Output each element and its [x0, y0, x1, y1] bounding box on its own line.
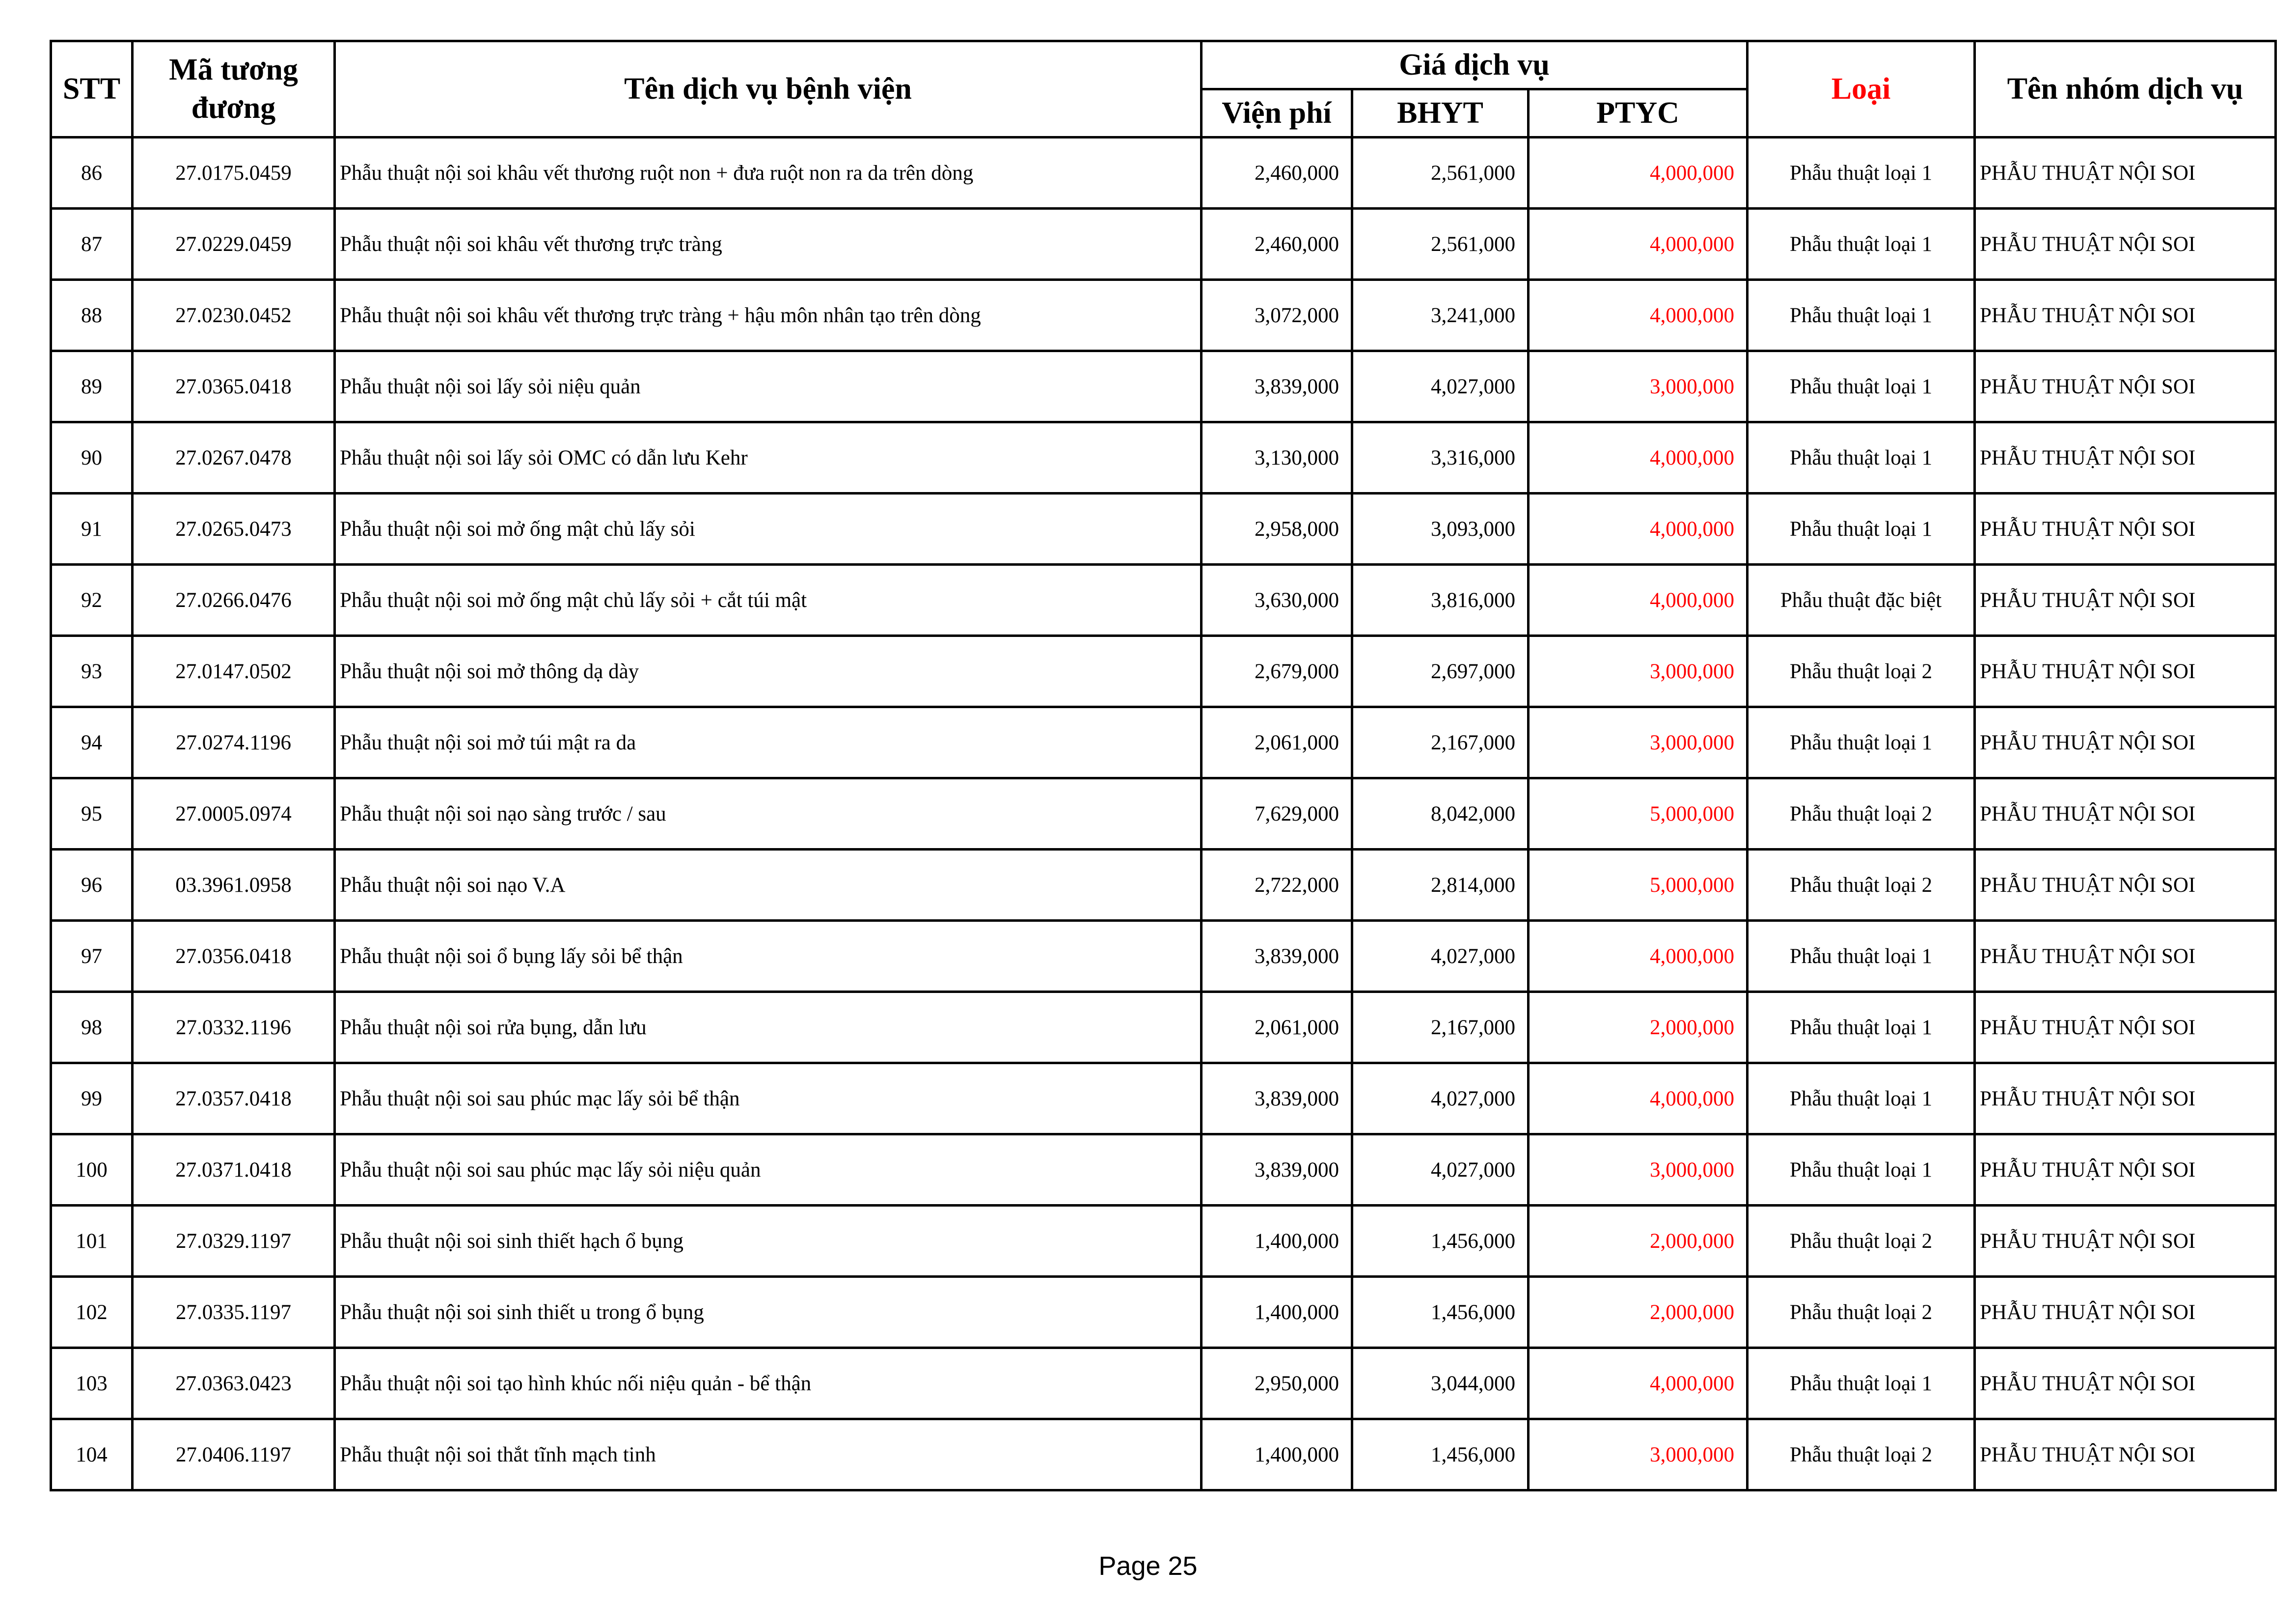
cell-ptyc: 4,000,000 — [1529, 1063, 1748, 1134]
cell-code: 27.0332.1196 — [133, 992, 335, 1063]
cell-ptyc: 4,000,000 — [1529, 1348, 1748, 1419]
cell-stt: 91 — [51, 494, 133, 565]
cell-service-name: Phẫu thuật nội soi mở túi mật ra da — [335, 707, 1202, 778]
header-stt: STT — [51, 41, 133, 138]
cell-service-name: Phẫu thuật nội soi sau phúc mạc lấy sỏi niệu quản — [335, 1134, 1202, 1206]
cell-nhom: PHẪU THUẬT NỘI SOI — [1975, 707, 2276, 778]
cell-bhyt: 2,167,000 — [1352, 707, 1529, 778]
cell-code: 27.0266.0476 — [133, 565, 335, 636]
cell-nhom: PHẪU THUẬT NỘI SOI — [1975, 565, 2276, 636]
cell-stt: 101 — [51, 1206, 133, 1277]
cell-ptyc: 4,000,000 — [1529, 494, 1748, 565]
cell-loai: Phẫu thuật loại 2 — [1748, 1419, 1975, 1490]
table-body — [51, 138, 2276, 1490]
cell-service-name: Phẫu thuật nội soi lấy sỏi OMC có dẫn lưu Kehr — [335, 422, 1202, 494]
cell-loai: Phẫu thuật loại 2 — [1748, 1206, 1975, 1277]
cell-loai: Phẫu thuật loại 1 — [1748, 1348, 1975, 1419]
cell-bhyt: 2,167,000 — [1352, 992, 1529, 1063]
table-row — [51, 1134, 2276, 1206]
table-row — [51, 850, 2276, 921]
cell-stt: 104 — [51, 1419, 133, 1490]
cell-code: 27.0274.1196 — [133, 707, 335, 778]
cell-nhom: PHẪU THUẬT NỘI SOI — [1975, 921, 2276, 992]
cell-stt: 95 — [51, 778, 133, 850]
cell-nhom: PHẪU THUẬT NỘI SOI — [1975, 422, 2276, 494]
table-row — [51, 351, 2276, 422]
cell-bhyt: 2,697,000 — [1352, 636, 1529, 707]
cell-nhom: PHẪU THUẬT NỘI SOI — [1975, 1063, 2276, 1134]
cell-stt: 92 — [51, 565, 133, 636]
cell-vien-phi: 3,839,000 — [1202, 351, 1352, 422]
cell-bhyt: 1,456,000 — [1352, 1277, 1529, 1348]
cell-code: 27.0005.0974 — [133, 778, 335, 850]
cell-nhom: PHẪU THUẬT NỘI SOI — [1975, 1134, 2276, 1206]
cell-nhom: PHẪU THUẬT NỘI SOI — [1975, 1206, 2276, 1277]
cell-code: 03.3961.0958 — [133, 850, 335, 921]
cell-stt: 87 — [51, 209, 133, 280]
cell-stt: 94 — [51, 707, 133, 778]
cell-loai: Phẫu thuật loại 1 — [1748, 1063, 1975, 1134]
cell-stt: 98 — [51, 992, 133, 1063]
cell-ptyc: 2,000,000 — [1529, 1206, 1748, 1277]
cell-code: 27.0229.0459 — [133, 209, 335, 280]
cell-vien-phi: 2,722,000 — [1202, 850, 1352, 921]
cell-service-name: Phẫu thuật nội soi mở ống mật chủ lấy sỏi + cắt túi mật — [335, 565, 1202, 636]
cell-service-name: Phẫu thuật nội soi khâu vết thương ruột non + đưa ruột non ra da trên dòng — [335, 138, 1202, 209]
cell-loai: Phẫu thuật loại 1 — [1748, 280, 1975, 351]
cell-loai: Phẫu thuật loại 1 — [1748, 707, 1975, 778]
cell-ptyc: 3,000,000 — [1529, 707, 1748, 778]
cell-code: 27.0267.0478 — [133, 422, 335, 494]
cell-stt: 103 — [51, 1348, 133, 1419]
cell-code: 27.0406.1197 — [133, 1419, 335, 1490]
cell-ptyc: 3,000,000 — [1529, 1134, 1748, 1206]
cell-code: 27.0175.0459 — [133, 138, 335, 209]
cell-stt: 93 — [51, 636, 133, 707]
page-number: Page 25 — [1098, 1551, 1198, 1581]
cell-service-name: Phẫu thuật nội soi khâu vết thương trực tràng — [335, 209, 1202, 280]
cell-nhom: PHẪU THUẬT NỘI SOI — [1975, 494, 2276, 565]
table-row — [51, 707, 2276, 778]
cell-bhyt: 3,093,000 — [1352, 494, 1529, 565]
cell-code: 27.0147.0502 — [133, 636, 335, 707]
cell-bhyt: 3,044,000 — [1352, 1348, 1529, 1419]
cell-ptyc: 2,000,000 — [1529, 992, 1748, 1063]
cell-vien-phi: 3,839,000 — [1202, 1063, 1352, 1134]
cell-loai: Phẫu thuật loại 2 — [1748, 1277, 1975, 1348]
cell-loai: Phẫu thuật loại 1 — [1748, 992, 1975, 1063]
cell-vien-phi: 1,400,000 — [1202, 1277, 1352, 1348]
cell-service-name: Phẫu thuật nội soi sau phúc mạc lấy sỏi bể thận — [335, 1063, 1202, 1134]
cell-code: 27.0329.1197 — [133, 1206, 335, 1277]
cell-vien-phi: 3,839,000 — [1202, 921, 1352, 992]
cell-loai: Phẫu thuật loại 2 — [1748, 778, 1975, 850]
cell-bhyt: 3,316,000 — [1352, 422, 1529, 494]
cell-vien-phi: 2,460,000 — [1202, 138, 1352, 209]
table-row — [51, 778, 2276, 850]
cell-loai: Phẫu thuật đặc biệt — [1748, 565, 1975, 636]
cell-stt: 89 — [51, 351, 133, 422]
cell-service-name: Phẫu thuật nội soi mở thông dạ dày — [335, 636, 1202, 707]
cell-code: 27.0335.1197 — [133, 1277, 335, 1348]
table-row — [51, 422, 2276, 494]
table-row — [51, 1206, 2276, 1277]
cell-nhom: PHẪU THUẬT NỘI SOI — [1975, 992, 2276, 1063]
cell-code: 27.0265.0473 — [133, 494, 335, 565]
cell-bhyt: 2,561,000 — [1352, 209, 1529, 280]
cell-vien-phi: 2,061,000 — [1202, 707, 1352, 778]
table-header — [51, 41, 2276, 138]
cell-stt: 97 — [51, 921, 133, 992]
cell-loai: Phẫu thuật loại 2 — [1748, 850, 1975, 921]
cell-service-name: Phẫu thuật nội soi khâu vết thương trực tràng + hậu môn nhân tạo trên dòng — [335, 280, 1202, 351]
cell-loai: Phẫu thuật loại 1 — [1748, 351, 1975, 422]
table-row — [51, 280, 2276, 351]
table-row — [51, 921, 2276, 992]
cell-loai: Phẫu thuật loại 1 — [1748, 422, 1975, 494]
cell-service-name: Phẫu thuật nội soi rửa bụng, dẫn lưu — [335, 992, 1202, 1063]
header-gia-dich-vu: Giá dịch vụ — [1202, 41, 1748, 89]
table-row — [51, 138, 2276, 209]
cell-vien-phi: 2,950,000 — [1202, 1348, 1352, 1419]
header-loai: Loại — [1748, 41, 1975, 138]
cell-nhom: PHẪU THUẬT NỘI SOI — [1975, 209, 2276, 280]
cell-loai: Phẫu thuật loại 1 — [1748, 138, 1975, 209]
table-row — [51, 1063, 2276, 1134]
cell-loai: Phẫu thuật loại 1 — [1748, 1134, 1975, 1206]
cell-stt: 88 — [51, 280, 133, 351]
cell-nhom: PHẪU THUẬT NỘI SOI — [1975, 1419, 2276, 1490]
cell-loai: Phẫu thuật loại 2 — [1748, 636, 1975, 707]
header-vien-phi: Viện phí — [1202, 89, 1352, 138]
cell-ptyc: 4,000,000 — [1529, 280, 1748, 351]
cell-nhom: PHẪU THUẬT NỘI SOI — [1975, 1348, 2276, 1419]
cell-vien-phi: 3,839,000 — [1202, 1134, 1352, 1206]
header-ptyc: PTYC — [1529, 89, 1748, 138]
cell-ptyc: 5,000,000 — [1529, 850, 1748, 921]
cell-nhom: PHẪU THUẬT NỘI SOI — [1975, 778, 2276, 850]
table-row — [51, 494, 2276, 565]
cell-service-name: Phẫu thuật nội soi sinh thiết hạch ổ bụng — [335, 1206, 1202, 1277]
cell-service-name: Phẫu thuật nội soi tạo hình khúc nối niệu quản - bể thận — [335, 1348, 1202, 1419]
cell-service-name: Phẫu thuật nội soi nạo sàng trước / sau — [335, 778, 1202, 850]
cell-ptyc: 3,000,000 — [1529, 636, 1748, 707]
cell-bhyt: 1,456,000 — [1352, 1419, 1529, 1490]
cell-vien-phi: 3,630,000 — [1202, 565, 1352, 636]
cell-bhyt: 4,027,000 — [1352, 1134, 1529, 1206]
cell-code: 27.0365.0418 — [133, 351, 335, 422]
cell-vien-phi: 7,629,000 — [1202, 778, 1352, 850]
cell-bhyt: 4,027,000 — [1352, 921, 1529, 992]
cell-vien-phi: 1,400,000 — [1202, 1206, 1352, 1277]
cell-vien-phi: 2,679,000 — [1202, 636, 1352, 707]
cell-service-name: Phẫu thuật nội soi nạo V.A — [335, 850, 1202, 921]
cell-bhyt: 3,241,000 — [1352, 280, 1529, 351]
cell-vien-phi: 3,130,000 — [1202, 422, 1352, 494]
cell-stt: 100 — [51, 1134, 133, 1206]
header-ten-dich-vu: Tên dịch vụ bệnh viện — [335, 41, 1202, 138]
cell-vien-phi: 2,061,000 — [1202, 992, 1352, 1063]
cell-vien-phi: 1,400,000 — [1202, 1419, 1352, 1490]
cell-nhom: PHẪU THUẬT NỘI SOI — [1975, 138, 2276, 209]
cell-loai: Phẫu thuật loại 1 — [1748, 921, 1975, 992]
table-row — [51, 1277, 2276, 1348]
cell-code: 27.0357.0418 — [133, 1063, 335, 1134]
cell-service-name: Phẫu thuật nội soi lấy sỏi niệu quản — [335, 351, 1202, 422]
cell-loai: Phẫu thuật loại 1 — [1748, 494, 1975, 565]
cell-service-name: Phẫu thuật nội soi mở ống mật chủ lấy sỏi — [335, 494, 1202, 565]
cell-ptyc: 3,000,000 — [1529, 351, 1748, 422]
cell-bhyt: 2,561,000 — [1352, 138, 1529, 209]
cell-code: 27.0356.0418 — [133, 921, 335, 992]
cell-nhom: PHẪU THUẬT NỘI SOI — [1975, 636, 2276, 707]
cell-bhyt: 1,456,000 — [1352, 1206, 1529, 1277]
cell-vien-phi: 3,072,000 — [1202, 280, 1352, 351]
cell-stt: 90 — [51, 422, 133, 494]
table-row — [51, 209, 2276, 280]
header-ten-nhom: Tên nhóm dịch vụ — [1975, 41, 2276, 138]
cell-vien-phi: 2,958,000 — [1202, 494, 1352, 565]
cell-ptyc: 4,000,000 — [1529, 209, 1748, 280]
cell-stt: 102 — [51, 1277, 133, 1348]
cell-bhyt: 2,814,000 — [1352, 850, 1529, 921]
cell-ptyc: 5,000,000 — [1529, 778, 1748, 850]
cell-bhyt: 3,816,000 — [1352, 565, 1529, 636]
header-ma-tuong-duong: Mã tương đương — [133, 41, 335, 138]
price-table — [50, 40, 2277, 1491]
cell-code: 27.0363.0423 — [133, 1348, 335, 1419]
cell-code: 27.0371.0418 — [133, 1134, 335, 1206]
cell-ptyc: 4,000,000 — [1529, 422, 1748, 494]
cell-nhom: PHẪU THUẬT NỘI SOI — [1975, 850, 2276, 921]
table-row — [51, 1419, 2276, 1490]
cell-ptyc: 3,000,000 — [1529, 1419, 1748, 1490]
cell-ptyc: 4,000,000 — [1529, 138, 1748, 209]
cell-nhom: PHẪU THUẬT NỘI SOI — [1975, 351, 2276, 422]
header-bhyt: BHYT — [1352, 89, 1529, 138]
cell-stt: 99 — [51, 1063, 133, 1134]
cell-ptyc: 4,000,000 — [1529, 565, 1748, 636]
table-row — [51, 565, 2276, 636]
cell-loai: Phẫu thuật loại 1 — [1748, 209, 1975, 280]
cell-bhyt: 4,027,000 — [1352, 351, 1529, 422]
cell-ptyc: 2,000,000 — [1529, 1277, 1748, 1348]
cell-stt: 96 — [51, 850, 133, 921]
cell-nhom: PHẪU THUẬT NỘI SOI — [1975, 280, 2276, 351]
table-row — [51, 992, 2276, 1063]
cell-service-name: Phẫu thuật nội soi sinh thiết u trong ổ bụng — [335, 1277, 1202, 1348]
cell-service-name: Phẫu thuật nội soi thắt tĩnh mạch tinh — [335, 1419, 1202, 1490]
cell-vien-phi: 2,460,000 — [1202, 209, 1352, 280]
cell-bhyt: 4,027,000 — [1352, 1063, 1529, 1134]
cell-ptyc: 4,000,000 — [1529, 921, 1748, 992]
cell-code: 27.0230.0452 — [133, 280, 335, 351]
cell-nhom: PHẪU THUẬT NỘI SOI — [1975, 1277, 2276, 1348]
price-table-container — [50, 40, 2274, 1491]
cell-service-name: Phẫu thuật nội soi ổ bụng lấy sỏi bể thận — [335, 921, 1202, 992]
table-row — [51, 1348, 2276, 1419]
cell-bhyt: 8,042,000 — [1352, 778, 1529, 850]
table-row — [51, 636, 2276, 707]
cell-stt: 86 — [51, 138, 133, 209]
